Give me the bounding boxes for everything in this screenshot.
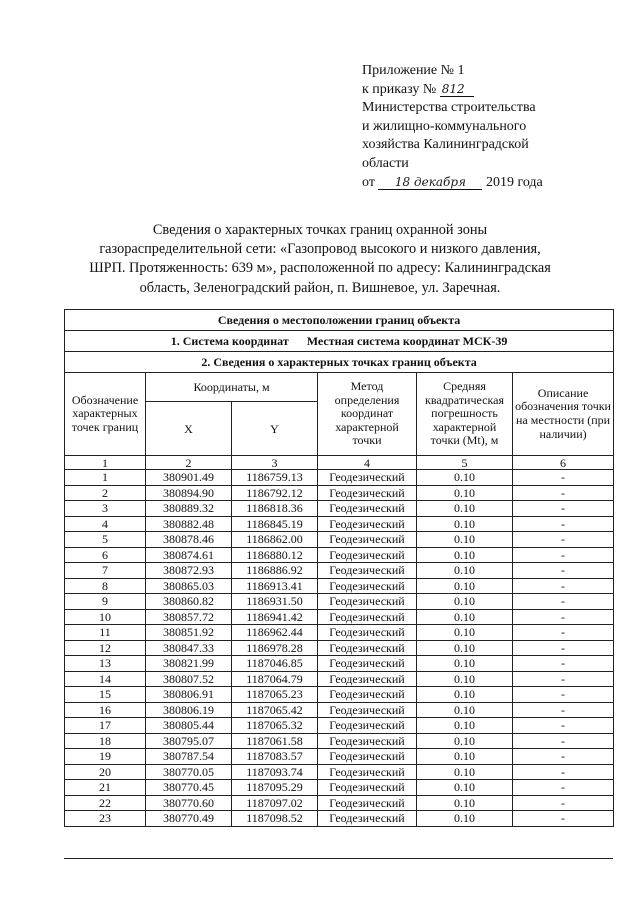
cell-error: 0.10 (417, 780, 513, 796)
col-method-header: Метод определения координат характерной точки (318, 373, 417, 456)
cell-x: 380851.92 (146, 625, 232, 641)
table-row (65, 687, 614, 703)
cell-x: 380770.49 (146, 811, 232, 827)
cell-y: 1186862.00 (232, 532, 318, 548)
cell-error: 0.10 (417, 609, 513, 625)
cell-point-number: 12 (65, 640, 146, 656)
column-number: 5 (417, 456, 513, 470)
order-date (362, 174, 612, 193)
cell-method: Геодезический (318, 547, 417, 563)
table-row (65, 563, 614, 579)
cell-method: Геодезический (318, 795, 417, 811)
table-row (65, 702, 614, 718)
cell-method: Геодезический (318, 733, 417, 749)
cell-y: 1186962.44 (232, 625, 318, 641)
cell-error: 0.10 (417, 811, 513, 827)
cell-method: Геодезический (318, 702, 417, 718)
table-row (65, 640, 614, 656)
cell-description: - (513, 516, 614, 532)
cell-description: - (513, 470, 614, 486)
cell-x: 380878.46 (146, 532, 232, 548)
cell-error: 0.10 (417, 594, 513, 610)
cell-x: 380894.90 (146, 485, 232, 501)
cell-y: 1186913.41 (232, 578, 318, 594)
column-number: 2 (146, 456, 232, 470)
points-header: 2. Сведения о характерных точках границ объекта (65, 352, 614, 373)
cell-point-number: 23 (65, 811, 146, 827)
cell-method: Геодезический (318, 516, 417, 532)
table-row (65, 656, 614, 672)
date-handwritten: 18 декабря (378, 175, 482, 190)
cell-method: Геодезический (318, 811, 417, 827)
cell-method: Геодезический (318, 485, 417, 501)
cell-y: 1187083.57 (232, 749, 318, 765)
cell-y: 1187064.79 (232, 671, 318, 687)
cell-description: - (513, 640, 614, 656)
cell-point-number: 5 (65, 532, 146, 548)
appendix-block (362, 62, 612, 192)
cell-x: 380806.19 (146, 702, 232, 718)
cell-point-number: 16 (65, 702, 146, 718)
cell-point-number: 7 (65, 563, 146, 579)
cell-error: 0.10 (417, 563, 513, 579)
coord-system-cell (65, 331, 614, 352)
cell-error: 0.10 (417, 532, 513, 548)
cell-error: 0.10 (417, 640, 513, 656)
cell-error: 0.10 (417, 764, 513, 780)
cell-method: Геодезический (318, 563, 417, 579)
cell-method: Геодезический (318, 687, 417, 703)
cell-x: 380889.32 (146, 501, 232, 517)
order-number-handwritten: 812 (440, 82, 474, 97)
ministry-line-1: Министерства строительства (362, 100, 536, 116)
col-x-header: X (146, 402, 232, 456)
cell-description: - (513, 501, 614, 517)
col-error-header: Средняя квадратическая погрешность характерной точки (Mt), м (417, 373, 513, 456)
cell-point-number: 4 (65, 516, 146, 532)
cell-description: - (513, 547, 614, 563)
cell-x: 380847.33 (146, 640, 232, 656)
cell-method: Геодезический (318, 671, 417, 687)
cell-description: - (513, 811, 614, 827)
date-suffix: 2019 года (485, 174, 543, 190)
cell-y: 1187097.02 (232, 795, 318, 811)
cell-point-number: 17 (65, 718, 146, 734)
cell-description: - (513, 485, 614, 501)
cell-y: 1186792.12 (232, 485, 318, 501)
cell-description: - (513, 687, 614, 703)
cell-point-number: 9 (65, 594, 146, 610)
order-prefix: к приказу № (362, 81, 437, 97)
cell-error: 0.10 (417, 578, 513, 594)
cell-error: 0.10 (417, 687, 513, 703)
table-row (65, 594, 614, 610)
cell-method: Геодезический (318, 578, 417, 594)
boundary-table-container (64, 309, 613, 827)
cell-method: Геодезический (318, 594, 417, 610)
section-header-row (65, 310, 614, 331)
column-number-row (65, 456, 614, 470)
cell-y: 1187065.42 (232, 702, 318, 718)
cell-x: 380805.44 (146, 718, 232, 734)
section-header: Сведения о местоположении границ объекта (65, 310, 614, 331)
cell-x: 380860.82 (146, 594, 232, 610)
cell-error: 0.10 (417, 470, 513, 486)
cell-y: 1186880.12 (232, 547, 318, 563)
cell-x: 380882.48 (146, 516, 232, 532)
ministry-line-2: и жилищно-коммунального (362, 118, 527, 134)
appendix-title: Приложение № 1 (362, 63, 465, 78)
cell-error: 0.10 (417, 671, 513, 687)
cell-x: 380901.49 (146, 470, 232, 486)
cell-y: 1187065.23 (232, 687, 318, 703)
cell-x: 380874.61 (146, 547, 232, 563)
table-row (65, 733, 614, 749)
cell-point-number: 6 (65, 547, 146, 563)
cell-x: 380787.54 (146, 749, 232, 765)
cell-error: 0.10 (417, 501, 513, 517)
cell-point-number: 11 (65, 625, 146, 641)
table-row (65, 485, 614, 501)
table-row (65, 671, 614, 687)
title-line-4: область, Зеленоградский район, п. Вишневое, ул. Заречная. (139, 279, 501, 296)
cell-point-number: 2 (65, 485, 146, 501)
cell-error: 0.10 (417, 795, 513, 811)
cell-description: - (513, 671, 614, 687)
cell-method: Геодезический (318, 625, 417, 641)
cell-method: Геодезический (318, 749, 417, 765)
cell-description: - (513, 609, 614, 625)
cell-y: 1186759.13 (232, 470, 318, 486)
cell-y: 1186886.92 (232, 563, 318, 579)
column-number: 4 (318, 456, 417, 470)
column-header-row-1 (65, 373, 614, 402)
table-row (65, 764, 614, 780)
cell-description: - (513, 718, 614, 734)
title-line-2: газораспределительной сети: «Газопровод высокого и низкого давления, (99, 241, 541, 258)
table-row (65, 470, 614, 486)
cell-x: 380857.72 (146, 609, 232, 625)
cell-description: - (513, 764, 614, 780)
col-y-header: Y (232, 402, 318, 456)
table-row (65, 516, 614, 532)
cell-y: 1186931.50 (232, 594, 318, 610)
cell-point-number: 13 (65, 656, 146, 672)
cell-point-number: 15 (65, 687, 146, 703)
cell-description: - (513, 749, 614, 765)
order-reference (362, 81, 612, 100)
cell-x: 380872.93 (146, 563, 232, 579)
cell-y: 1187098.52 (232, 811, 318, 827)
cell-error: 0.10 (417, 733, 513, 749)
date-prefix: от (362, 174, 375, 190)
cell-error: 0.10 (417, 547, 513, 563)
cell-method: Геодезический (318, 656, 417, 672)
cell-description: - (513, 532, 614, 548)
coord-system-value: Местная система координат МСК-39 (306, 334, 508, 348)
table-row (65, 532, 614, 548)
cell-method: Геодезический (318, 640, 417, 656)
table-row (65, 795, 614, 811)
cell-error: 0.10 (417, 702, 513, 718)
cell-method: Геодезический (318, 609, 417, 625)
table-row (65, 718, 614, 734)
cell-method: Геодезический (318, 470, 417, 486)
column-number: 6 (513, 456, 614, 470)
table-row (65, 547, 614, 563)
cell-error: 0.10 (417, 485, 513, 501)
cell-error: 0.10 (417, 625, 513, 641)
cell-description: - (513, 594, 614, 610)
cell-description: - (513, 563, 614, 579)
cell-error: 0.10 (417, 656, 513, 672)
cell-y: 1187061.58 (232, 733, 318, 749)
coord-system-row (65, 331, 614, 352)
cell-y: 1187065.32 (232, 718, 318, 734)
col-desc-header: Описание обозначения точки на местности (при наличии) (513, 373, 614, 456)
title-line-3: ШРП. Протяженность: 639 м», расположенной по адресу: Калининградская (89, 260, 551, 277)
boundary-points-table (64, 309, 614, 827)
cell-description: - (513, 795, 614, 811)
cell-method: Геодезический (318, 718, 417, 734)
col-coords-header: Координаты, м (146, 373, 318, 402)
cell-x: 380865.03 (146, 578, 232, 594)
cell-x: 380806.91 (146, 687, 232, 703)
cell-point-number: 3 (65, 501, 146, 517)
cell-description: - (513, 625, 614, 641)
cell-point-number: 14 (65, 671, 146, 687)
table-row (65, 749, 614, 765)
cell-method: Геодезический (318, 532, 417, 548)
title-line-1: Сведения о характерных точках границ охранной зоны (152, 222, 488, 238)
cell-description: - (513, 656, 614, 672)
cell-description: - (513, 733, 614, 749)
col-point-header: Обозначение характерных точек границ (65, 373, 146, 456)
cell-y: 1186818.36 (232, 501, 318, 517)
cell-point-number: 22 (65, 795, 146, 811)
coord-system-label: 1. Система координат (170, 334, 289, 348)
cell-point-number: 1 (65, 470, 146, 486)
cell-y: 1187095.29 (232, 780, 318, 796)
cell-error: 0.10 (417, 718, 513, 734)
cell-error: 0.10 (417, 516, 513, 532)
column-number: 1 (65, 456, 146, 470)
ministry-line-4: области (362, 155, 409, 171)
cell-y: 1186978.28 (232, 640, 318, 656)
cell-description: - (513, 578, 614, 594)
cell-y: 1186941.42 (232, 609, 318, 625)
cell-y: 1186845.19 (232, 516, 318, 532)
cell-x: 380770.60 (146, 795, 232, 811)
document-title (60, 221, 580, 298)
table-row (65, 501, 614, 517)
cell-point-number: 18 (65, 733, 146, 749)
cell-x: 380770.05 (146, 764, 232, 780)
table-row (65, 609, 614, 625)
cell-error: 0.10 (417, 749, 513, 765)
table-row (65, 811, 614, 827)
table-row (65, 780, 614, 796)
cell-method: Геодезический (318, 501, 417, 517)
column-number: 3 (232, 456, 318, 470)
table-row (65, 578, 614, 594)
cell-x: 380770.45 (146, 780, 232, 796)
page-bottom-rule (64, 858, 613, 859)
points-header-row (65, 352, 614, 373)
cell-y: 1187093.74 (232, 764, 318, 780)
cell-x: 380807.52 (146, 671, 232, 687)
cell-y: 1187046.85 (232, 656, 318, 672)
cell-x: 380795.07 (146, 733, 232, 749)
cell-point-number: 10 (65, 609, 146, 625)
cell-point-number: 21 (65, 780, 146, 796)
cell-description: - (513, 780, 614, 796)
cell-point-number: 8 (65, 578, 146, 594)
table-row (65, 625, 614, 641)
cell-description: - (513, 702, 614, 718)
cell-x: 380821.99 (146, 656, 232, 672)
cell-point-number: 19 (65, 749, 146, 765)
ministry-line-3: хозяйства Калининградской (362, 137, 529, 153)
cell-method: Геодезический (318, 780, 417, 796)
cell-method: Геодезический (318, 764, 417, 780)
cell-point-number: 20 (65, 764, 146, 780)
